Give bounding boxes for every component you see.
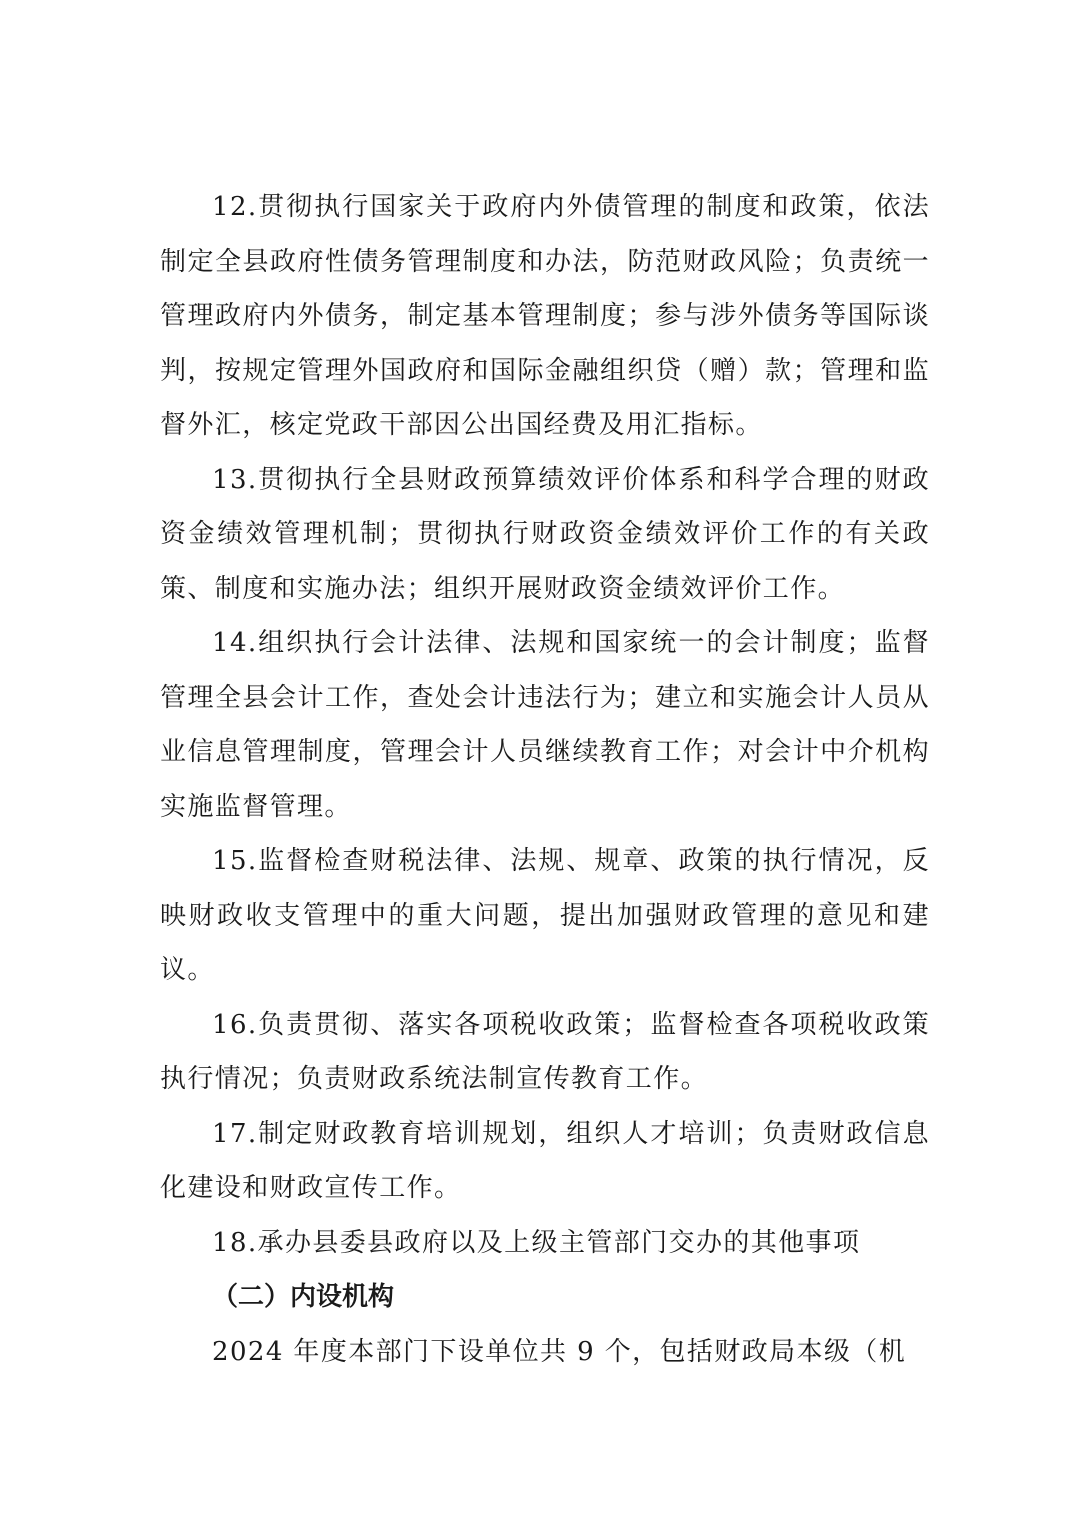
paragraph-item-13: 13.贯彻执行全县财政预算绩效评价体系和科学合理的财政资金绩效管理机制；贯彻执行财政资金绩效评价工作的有关政策、制度和实施办法；组织开展财政资金绩效评价工作。 bbox=[160, 464, 930, 604]
intro-paragraph: 2024 年度本部门下设单位共 9 个，包括财政局本级（机 bbox=[212, 1336, 907, 1367]
paragraph-item-15: 15.监督检查财税法律、法规、规章、政策的执行情况，反映财政收支管理中的重大问题，提出加强财政管理的意见和建议。 bbox=[160, 846, 930, 985]
paragraph-item-17: 17.制定财政教育培训规划，组织人才培训；负责财政信息化建设和财政宣传工作。 bbox=[160, 1118, 930, 1203]
section-heading: （二）内设机构 bbox=[212, 1282, 395, 1312]
document-page bbox=[160, 180, 930, 1379]
paragraph-item-14: 14.组织执行会计法律、法规和国家统一的会计制度；监督管理全县会计工作，查处会计违法行为；建立和实施会计人员从业信息管理制度，管理会计人员继续教育工作；对会计中介机构实施监督管理。 bbox=[160, 628, 930, 822]
paragraph-item-16: 16.负责贯彻、落实各项税收政策；监督检查各项税收政策执行情况；负责财政系统法制宣传教育工作。 bbox=[160, 1009, 930, 1094]
paragraph-item-12: 12.贯彻执行国家关于政府内外债管理的制度和政策，依法制定全县政府性债务管理制度和办法，防范财政风险；负责统一管理政府内外债务，制定基本管理制度；参与涉外债务等国际谈判，按规定管理外国政府和国际金融组织贷（赠）款；管理和监督外汇，核定党政干部因公出国经费及用汇指标。 bbox=[160, 192, 930, 440]
paragraph-item-18: 18.承办县委县政府以及上级主管部门交办的其他事项 bbox=[212, 1227, 861, 1258]
